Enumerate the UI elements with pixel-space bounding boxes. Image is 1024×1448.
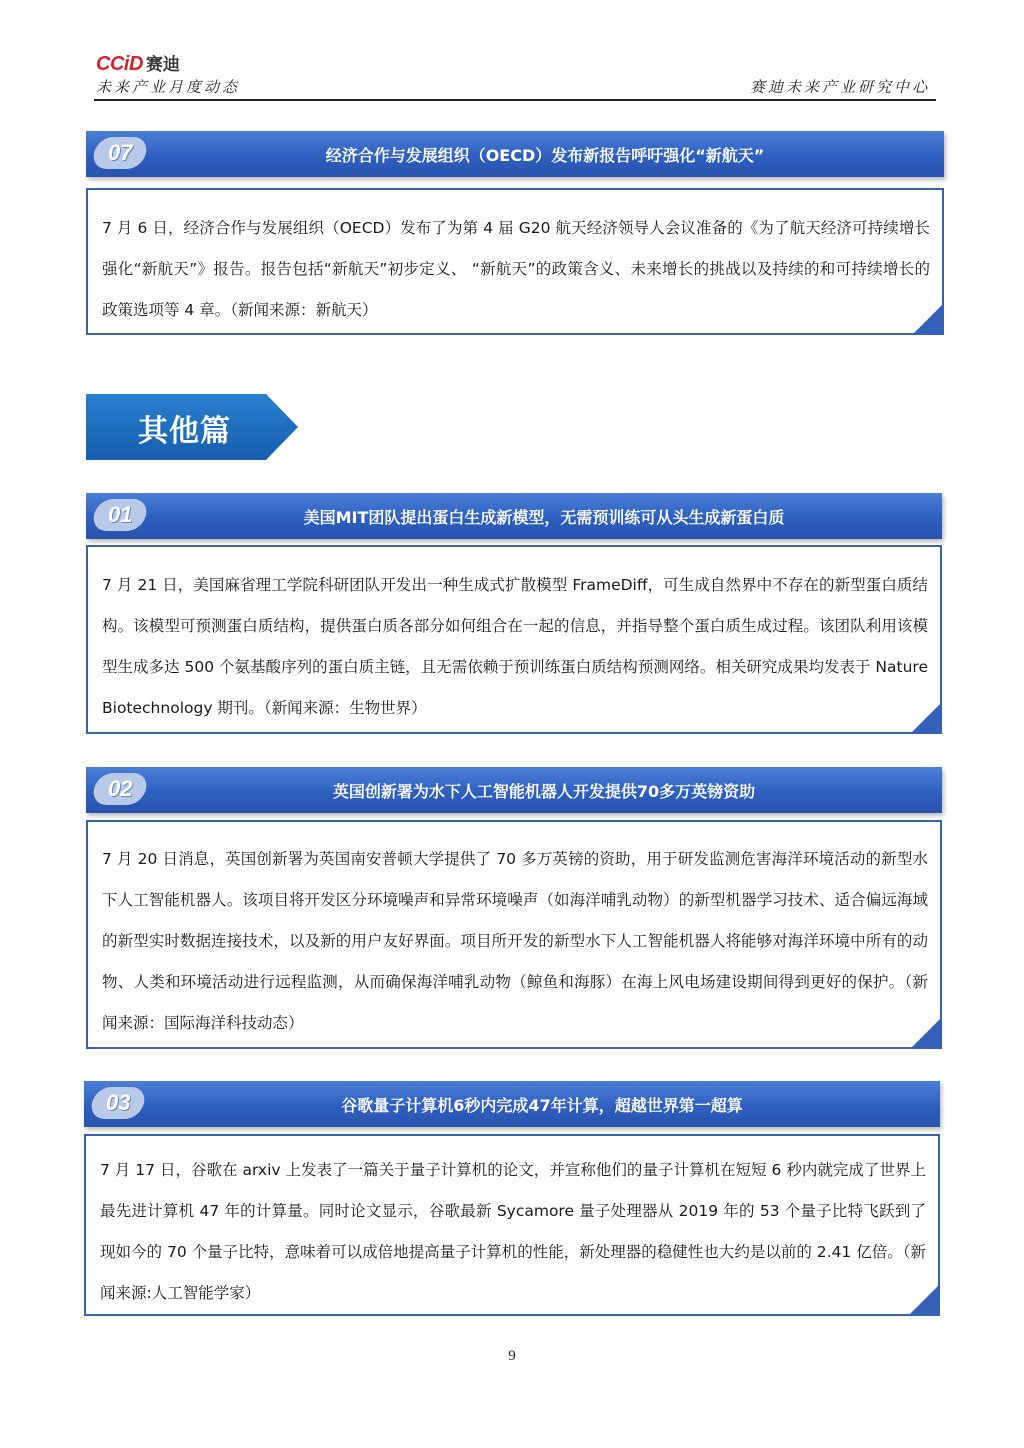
card-number: 07 bbox=[107, 140, 133, 165]
card-body-text: 7 月 6 日，经济合作与发展组织（OECD）发布了为第 4 届 G20 航天经济领导人会议准备的《为了航天经济可持续增长强化“新航天”》报告。报告包括“新航天”初步定义、 “新航天”的政策含义、未来增长的挑战以及持续的和可持续增长的政策选项等 4 章。（新闻来源：新航天） bbox=[102, 219, 930, 319]
card-number-badge bbox=[91, 773, 150, 805]
page-header bbox=[94, 46, 936, 100]
corner-triangle bbox=[911, 703, 941, 733]
card-body-text: 7 月 21 日，美国麻省理工学院科研团队开发出一种生成式扩散模型 FrameDiff，可生成自然界中不存在的新型蛋白质结构。该模型可预测蛋白质结构，提供蛋白质各部分如何组合在一起的信息，并指导整个蛋白质生成过程。该团队利用该模型生成多达 500 个氨基酸序列的蛋白质主链，且无需依赖于预训练蛋白质结构预测网络。相关研究成果均发表于 Nature Biotechnology 期刊。（新闻来源：生物世界） bbox=[102, 576, 928, 717]
header-divider bbox=[94, 99, 936, 101]
card-heading: 谷歌量子计算机6秒内完成47年计算，超越世界第一超算 bbox=[341, 1095, 743, 1115]
corner-triangle bbox=[913, 304, 943, 334]
card-heading: 英国创新署为水下人工智能机器人开发提供70多万英镑资助 bbox=[332, 781, 756, 801]
news-card-title-03 bbox=[84, 1081, 940, 1127]
ccid-logo bbox=[96, 50, 180, 75]
corner-triangle bbox=[911, 1018, 941, 1048]
news-card-title-02 bbox=[86, 767, 942, 813]
card-number: 02 bbox=[107, 776, 133, 801]
news-card-body-07 bbox=[86, 188, 944, 335]
section-title: 其他篇 bbox=[138, 414, 231, 449]
card-number-badge bbox=[91, 499, 150, 531]
news-card-title-07 bbox=[86, 131, 944, 177]
logo-chinese-name: 赛迪 bbox=[145, 55, 180, 75]
corner-triangle bbox=[909, 1285, 939, 1315]
news-card-body-01 bbox=[86, 545, 942, 734]
news-card-body-03 bbox=[84, 1134, 940, 1316]
logo-mark: CCiD bbox=[96, 53, 143, 75]
card-number-badge bbox=[89, 1087, 148, 1119]
card-body-text: 7 月 17 日，谷歌在 arxiv 上发表了一篇关于量子计算机的论文，并宣称他们的量子计算机在短短 6 秒内就完成了世界上最先进计算机 47 年的计算量。同时论文显示，谷歌最新 Sycamore 量子处理器从 2019 年的 53 个量子比特飞跃到了现如今的 70 个量子比特，意味着可以成倍地提高量子计算机的性能，新处理器的稳健性也大约是以前的 2.41 亿倍。（新闻来源:人工智能学家） bbox=[100, 1161, 926, 1302]
header-left-title: 未来产业月度动态 bbox=[96, 78, 241, 96]
card-body-text: 7 月 20 日消息，英国创新署为英国南安普顿大学提供了 70 多万英镑的资助，用于研发监测危害海洋环境活动的新型水下人工智能机器人。该项目将开发区分环境噪声和异常环境噪声（如海洋哺乳动物）的新型机器学习技术、适合偏远海域的新型实时数据连接技术，以及新的用户友好界面。项目所开发的新型水下人工智能机器人将能够对海洋环境中所有的动物、人类和环境活动进行远程监测，从而确保海洋哺乳动物（鲸鱼和海豚）在海上风电场建设期间得到更好的保护。（新闻来源：国际海洋科技动态） bbox=[102, 850, 928, 1032]
page-number: 9 bbox=[508, 1348, 516, 1364]
card-number: 01 bbox=[107, 502, 133, 527]
card-number: 03 bbox=[105, 1090, 131, 1115]
section-banner bbox=[86, 394, 298, 460]
news-card-body-02 bbox=[86, 820, 942, 1049]
card-number-badge bbox=[91, 137, 150, 169]
card-heading: 美国MIT团队提出蛋白生成新模型，无需预训练可从头生成新蛋白质 bbox=[303, 507, 785, 527]
news-card-title-01 bbox=[86, 493, 942, 539]
header-right-title: 赛迪未来产业研究中心 bbox=[749, 78, 930, 96]
card-heading: 经济合作与发展组织（OECD）发布新报告呼吁强化“新航天” bbox=[325, 145, 765, 165]
